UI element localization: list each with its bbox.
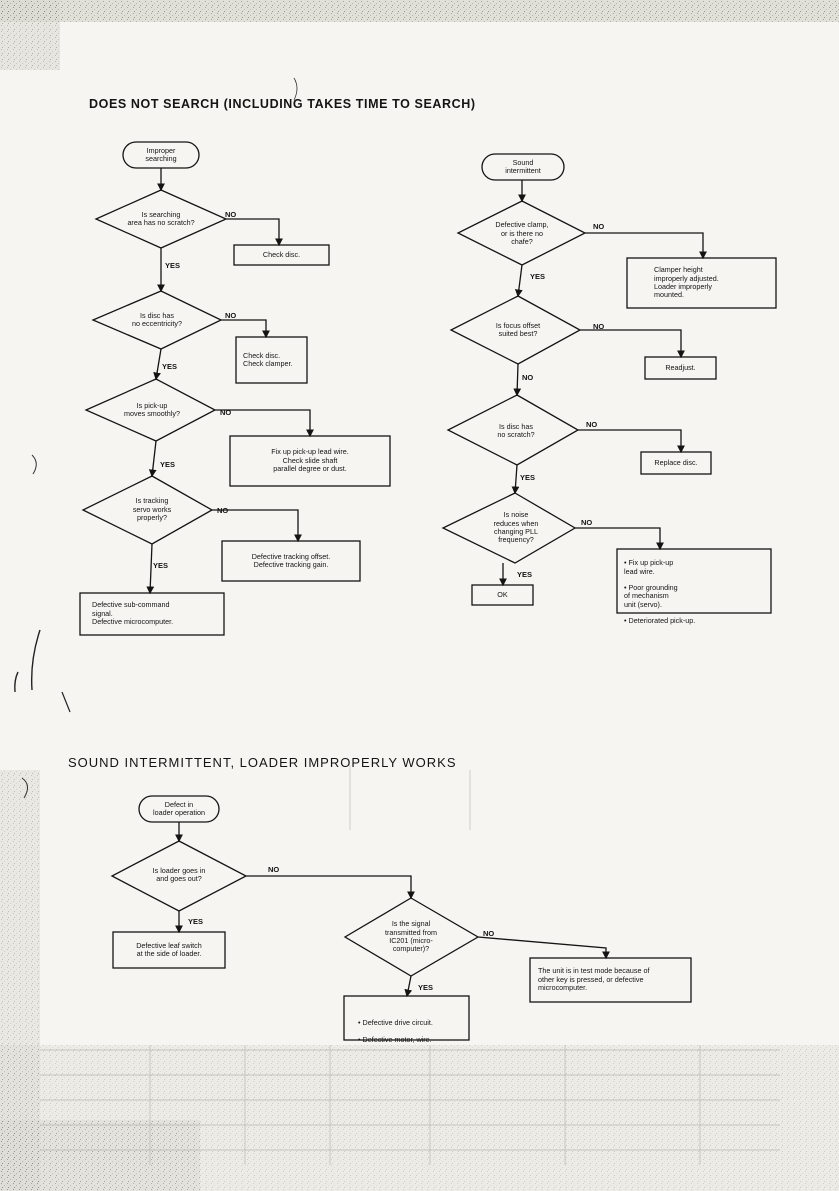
rf-a1-label: Clamper height improperly adjusted. Loader improperly mounted. bbox=[654, 265, 719, 300]
rf-q1-yes: YES bbox=[530, 272, 546, 281]
rf-a2-label: Readjust. bbox=[665, 362, 696, 372]
lf-q4-label: Is tracking servo works properly? bbox=[132, 496, 172, 523]
s2-q2-yes: YES bbox=[418, 983, 434, 992]
lf-q1-yes: YES bbox=[165, 261, 181, 270]
rf-q1-label: Defective clamp, or is there no chafe? bbox=[495, 220, 549, 247]
bullet-icon: • bbox=[358, 1018, 363, 1028]
lf-q3-label: Is pick-up moves smoothly? bbox=[124, 400, 180, 418]
s2-q2-no: NO bbox=[483, 929, 495, 938]
rf-q3-yes: YES bbox=[520, 473, 536, 482]
lf-q4-no: NO bbox=[217, 506, 229, 515]
rf-start-label: Sound intermittent bbox=[505, 157, 541, 175]
lf-q2-label: Is disc has no eccentricity? bbox=[132, 310, 182, 328]
rf-a4-item: • Fix up pick-up lead wire. bbox=[624, 558, 674, 576]
lf-q1-no: NO bbox=[225, 210, 237, 219]
lf-a1-label: Check disc. bbox=[262, 249, 301, 259]
s2-q2-label: Is the signal transmitted from IC201 (micro- computer)? bbox=[385, 919, 437, 954]
lf-a2-label: Check disc. Check clamper. bbox=[243, 350, 293, 368]
rf-ok-label: OK bbox=[497, 589, 508, 599]
bullet-icon: • bbox=[358, 1034, 363, 1044]
s2-q1-label: Is loader goes in and goes out? bbox=[152, 865, 206, 883]
rf-a4-list bbox=[624, 551, 769, 634]
s2-q1-no: NO bbox=[268, 865, 280, 874]
section1-title: DOES NOT SEARCH (INCLUDING TAKES TIME TO SEARCH) bbox=[89, 97, 476, 111]
bullet-icon: • bbox=[624, 616, 629, 626]
rf-q2-label: Is focus offset suited best? bbox=[495, 320, 541, 338]
rf-q3-no: NO bbox=[586, 420, 598, 429]
section2-title: SOUND INTERMITTENT, LOADER IMPROPERLY WORKS bbox=[68, 755, 457, 770]
s2-a3-item: • Defective drive circuit. bbox=[358, 1018, 433, 1028]
lf-a3-label: Fix up pick-up lead wire. Check slide shaft parallel degree or dust. bbox=[271, 447, 349, 474]
s2-a1-label: Defective leaf switch at the side of loader. bbox=[136, 940, 202, 958]
lf-a4-label: Defective tracking offset. Defective tracking gain. bbox=[251, 551, 331, 569]
lf-end-label: Defective sub-command signal. Defective microcomputer. bbox=[92, 600, 174, 627]
s2-a3-list bbox=[358, 1011, 468, 1052]
lf-q3-yes: YES bbox=[160, 460, 176, 469]
bullet-icon: • bbox=[624, 583, 629, 593]
rf-q4-yes: YES bbox=[517, 570, 533, 579]
s2-a3-item: • Defective motor, wire. bbox=[358, 1034, 432, 1044]
lf-start-label: Improper searching bbox=[145, 145, 177, 163]
rf-a3-label: Replace disc. bbox=[654, 457, 698, 467]
lf-q1-label: Is searching area has no scratch? bbox=[127, 209, 195, 227]
s2-a2-label: The unit is in test mode because of other key is pressed, or defective microcomputer. bbox=[538, 966, 650, 993]
lf-q4-yes: YES bbox=[153, 561, 169, 570]
lf-q3-no: NO bbox=[220, 408, 232, 417]
lf-q2-no: NO bbox=[225, 311, 237, 320]
rf-q2-next: NO bbox=[522, 373, 534, 382]
bullet-icon: • bbox=[624, 558, 629, 568]
lf-q2-yes: YES bbox=[162, 362, 178, 371]
rf-q3-label: Is disc has no scratch? bbox=[497, 421, 535, 439]
rf-q1-no: NO bbox=[593, 222, 605, 231]
rf-a4-item: • Deteriorated pick-up. bbox=[624, 616, 696, 626]
rf-a4-item: • Poor grounding of mechanism unit (servo). bbox=[624, 583, 678, 609]
rf-q2-no: NO bbox=[593, 322, 605, 331]
s2-q1-yes: YES bbox=[188, 917, 204, 926]
rf-q4-no: NO bbox=[581, 518, 593, 527]
rf-q4-label: Is noise reduces when changing PLL frequency? bbox=[493, 510, 539, 545]
s2-start-label: Defect in loader operation bbox=[153, 799, 205, 817]
